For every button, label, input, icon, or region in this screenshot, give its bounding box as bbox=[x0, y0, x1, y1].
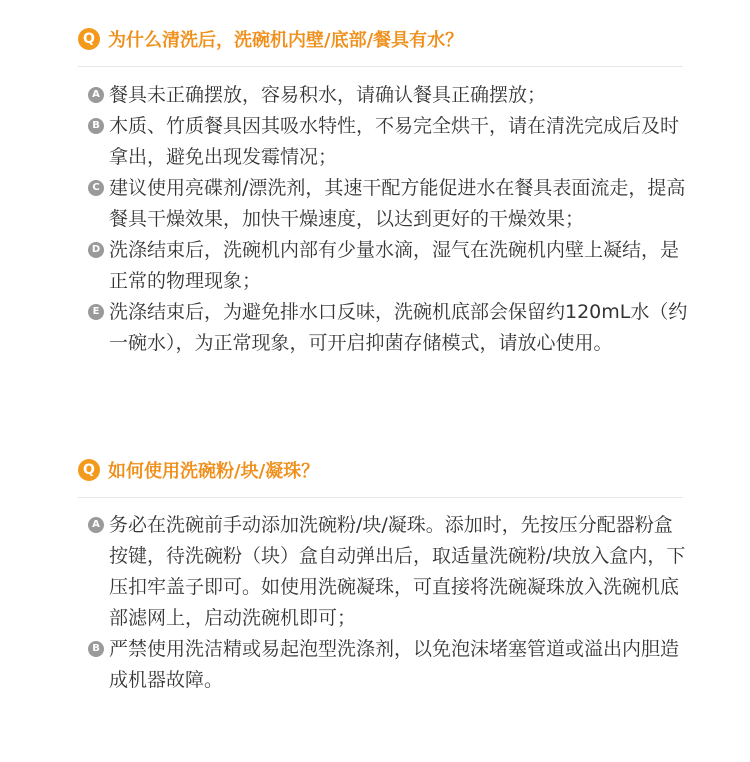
answer-item bbox=[88, 634, 688, 696]
question-row bbox=[78, 457, 319, 483]
answer-item bbox=[88, 111, 688, 173]
answer-text: 木质、竹质餐具因其吸水特性，不易完全烘干，请在清洗完成后及时拿出，避免出现发霉情况； bbox=[109, 115, 680, 168]
answer-item bbox=[88, 235, 688, 297]
question-badge-icon: Q bbox=[78, 459, 100, 481]
answer-badge-icon: E bbox=[88, 304, 104, 320]
answer-badge-icon: A bbox=[88, 517, 104, 533]
answer-text: 洗涤结束后，洗碗机内部有少量水滴，湿气在洗碗机内壁上凝结，是正常的物理现象； bbox=[109, 239, 680, 292]
answer-badge-icon: A bbox=[88, 87, 104, 103]
answer-item bbox=[88, 80, 688, 111]
answer-badge-icon: B bbox=[88, 118, 104, 134]
answer-text: 务必在洗碗前手动添加洗碗粉/块/凝珠。添加时，先按压分配器粉盒按键，待洗碗粉（块）盒自动弹出后，取适量洗碗粉/块放入盒内，下压扣牢盖子即可。如使用洗碗凝珠，可直接将洗碗凝珠放入洗碗机底部滤网上，启动洗碗机即可； bbox=[109, 514, 686, 629]
answer-badge-icon: B bbox=[88, 641, 104, 657]
question-row bbox=[78, 26, 463, 52]
divider bbox=[78, 497, 683, 498]
answer-list bbox=[88, 80, 688, 359]
answer-list bbox=[88, 510, 688, 696]
question-badge-icon: Q bbox=[78, 28, 100, 50]
answer-text: 严禁使用洗洁精或易起泡型洗涤剂，以免泡沫堵塞管道或溢出内胆造成机器故障。 bbox=[109, 638, 680, 691]
divider bbox=[78, 66, 683, 67]
answer-item bbox=[88, 510, 688, 634]
answer-item bbox=[88, 173, 688, 235]
answer-badge-icon: D bbox=[88, 242, 104, 258]
answer-text: 洗涤结束后，为避免排水口反味，洗碗机底部会保留约120mL水（约一碗水），为正常现象，可开启抑菌存储模式，请放心使用。 bbox=[109, 301, 688, 354]
question-title: 如何使用洗碗粉/块/凝珠？ bbox=[108, 461, 320, 482]
answer-item bbox=[88, 297, 688, 359]
answer-text: 餐具未正确摆放，容易积水，请确认餐具正确摆放； bbox=[109, 84, 547, 106]
answer-badge-icon: C bbox=[88, 180, 104, 196]
answer-text: 建议使用亮碟剂/漂洗剂，其速干配方能促进水在餐具表面流走，提高餐具干燥效果，加快干燥速度，以达到更好的干燥效果； bbox=[109, 177, 686, 230]
question-title: 为什么清洗后，洗碗机内壁/底部/餐具有水？ bbox=[108, 30, 464, 51]
